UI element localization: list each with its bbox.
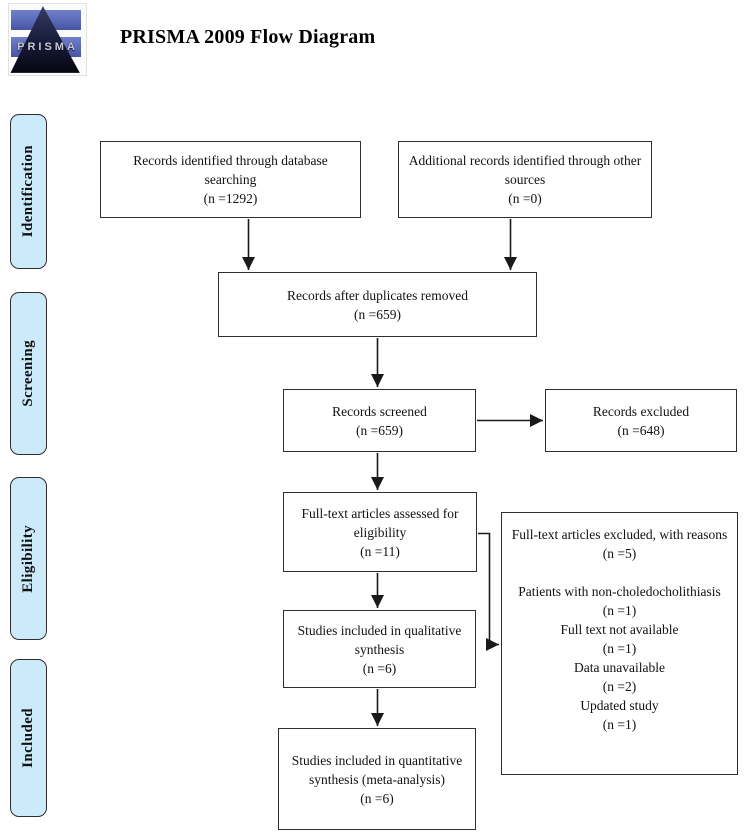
excluded-line: (n =2): [602, 679, 637, 694]
stage-label: Screening: [20, 340, 36, 407]
box-count: (n =11): [360, 543, 400, 559]
box-text: Full-text articles assessed for eligibility: [301, 505, 459, 540]
box-after-duplicates-removed: [218, 272, 537, 337]
box-text: Studies included in qualitative synthesis: [297, 622, 462, 657]
box-count: (n =0): [508, 191, 542, 206]
box-fulltext-assessed: [283, 492, 477, 572]
logo-wordmark: PRISMA: [17, 41, 78, 53]
excluded-line: Full-text articles excluded, with reasons: [511, 527, 728, 542]
excluded-line: Data unavailable: [573, 660, 666, 675]
box-fulltext-excluded-reasons: [501, 512, 738, 775]
box-text: Records excluded: [592, 403, 690, 419]
page-title: PRISMA 2009 Flow Diagram: [120, 26, 376, 48]
box-records-screened: [283, 389, 476, 452]
box-text: Records after duplicates removed: [286, 287, 469, 303]
box-text: Additional records identified through other sources: [408, 153, 642, 187]
stage-label: Identification: [20, 145, 36, 238]
box-records-identified-other: [398, 141, 652, 218]
stage-label: Eligibility: [20, 524, 36, 593]
box-count: (n =6): [362, 660, 397, 676]
box-quantitative-synthesis: [278, 728, 476, 830]
box-text: Records screened: [332, 403, 427, 419]
box-qualitative-synthesis: [283, 610, 476, 688]
excluded-line: Updated study: [580, 698, 659, 713]
box-text: Studies included in quantitative synthesis (meta-analysis): [291, 752, 463, 787]
excluded-line: (n =1): [602, 603, 637, 618]
box-text: Records identified through database searching: [133, 153, 328, 187]
excluded-line: Patients with non-choledocholithiasis: [518, 584, 721, 599]
stage-included: [10, 659, 47, 817]
excluded-line: (n =5): [602, 546, 637, 561]
box-count: (n =659): [356, 422, 403, 438]
box-count: (n =659): [354, 306, 401, 322]
stage-identification: [10, 114, 47, 269]
excluded-line: Full text not available: [560, 622, 679, 637]
box-records-excluded: [545, 389, 737, 452]
excluded-line: (n =1): [602, 717, 637, 732]
box-count: (n =1292): [203, 191, 258, 206]
excluded-line-spacer: [510, 563, 729, 582]
arrow-fulltext-to-excluded-elbow: [478, 534, 499, 645]
stage-screening: [10, 292, 47, 455]
stage-eligibility: [10, 477, 47, 640]
box-count: (n =6): [360, 790, 394, 806]
prisma-logo: [8, 3, 87, 76]
box-records-identified-database: [100, 141, 361, 218]
excluded-line: (n =1): [602, 641, 637, 656]
stage-label: Included: [20, 708, 36, 768]
box-count: (n =648): [617, 422, 665, 438]
